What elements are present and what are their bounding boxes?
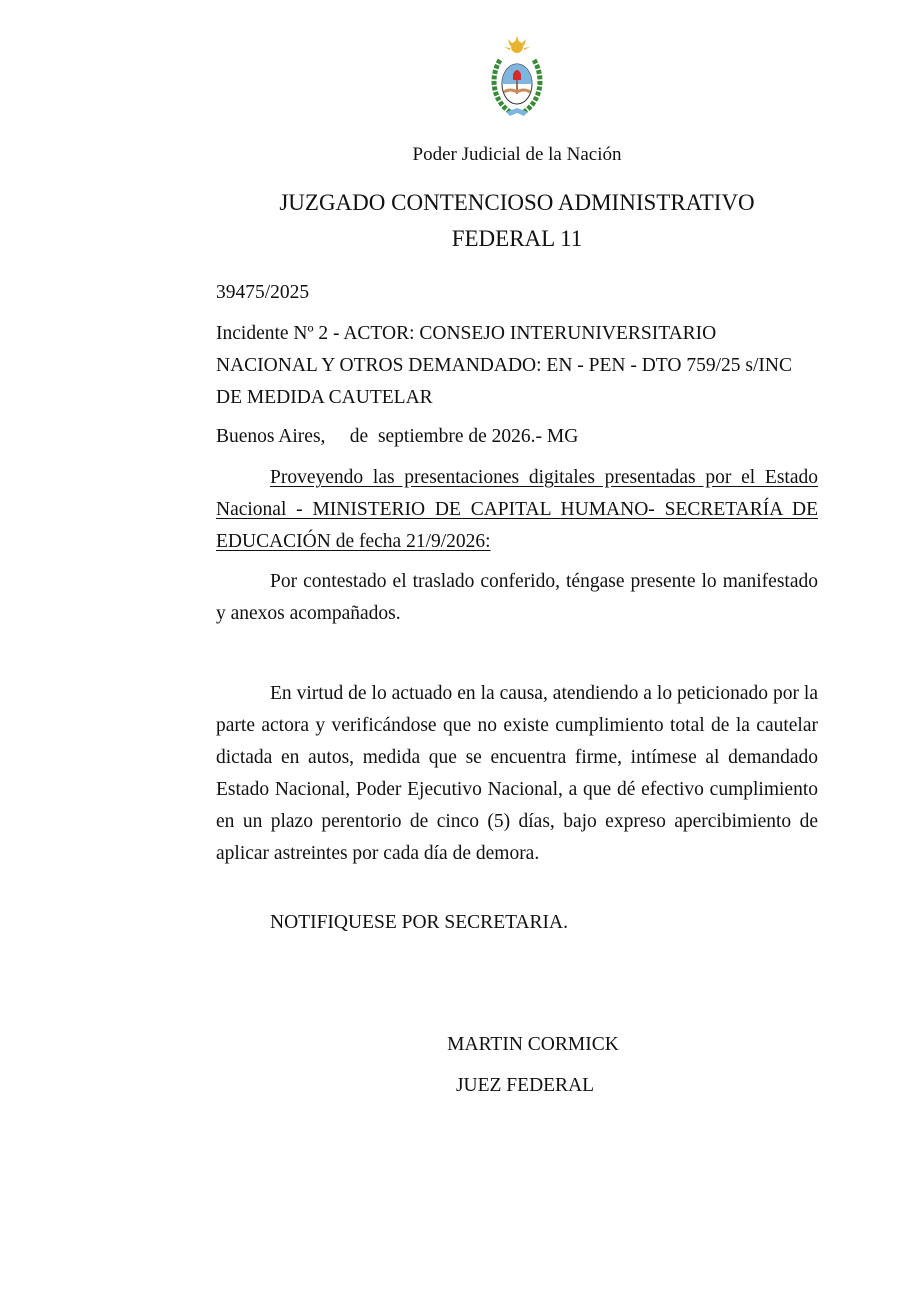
notification-line: NOTIFIQUESE POR SECRETARIA. — [270, 912, 568, 933]
court-name — [0, 185, 900, 257]
paragraph-provision-text: Proveyendo las presentaciones digitales presentadas por el Estado Nacional - MINISTERIO DE CAPITAL HUMANO- SECRETARÍA DE EDUCACIÓN de fecha 21/9/2026: — [216, 467, 818, 552]
judicial-power-heading: Poder Judicial de la Nación — [412, 144, 622, 165]
paragraph-order: En virtud de lo actuado en la causa, atendiendo a lo peticionado por la parte actora y verificándose que no existe cumplimiento total de la cautelar dictada en autos, medida que se encuentra firme, intímese al demandado Estado Nacional, Poder Ejecutivo Nacional, a que dé efectivo cumplimiento en un plazo perentorio de cinco (5) días, bajo expreso apercibimiento de aplicar astreintes por cada día de demora. — [216, 683, 818, 864]
court-name-line1: JUZGADO CONTENCIOSO ADMINISTRATIVO — [279, 190, 755, 215]
signature-role: JUEZ FEDERAL — [455, 1075, 595, 1096]
paragraph-provision — [216, 462, 818, 558]
paragraph-response: Por contestado el traslado conferido, téngase presente lo manifestado y anexos acompañados. — [216, 571, 818, 624]
dateline: Buenos Aires, de septiembre de 2026.- MG — [216, 426, 579, 447]
signature-name: MARTIN CORMICK — [447, 1034, 619, 1055]
court-name-line2: FEDERAL 11 — [451, 226, 583, 251]
argentina-coat-of-arms-icon — [488, 36, 546, 120]
case-title: Incidente Nº 2 - ACTOR: CONSEJO INTERUNIVERSITARIO NACIONAL Y OTROS DEMANDADO: EN - PEN - DTO 759/25 s/INC DE MEDIDA CAUTELAR — [216, 323, 792, 408]
case-number: 39475/2025 — [216, 282, 310, 303]
